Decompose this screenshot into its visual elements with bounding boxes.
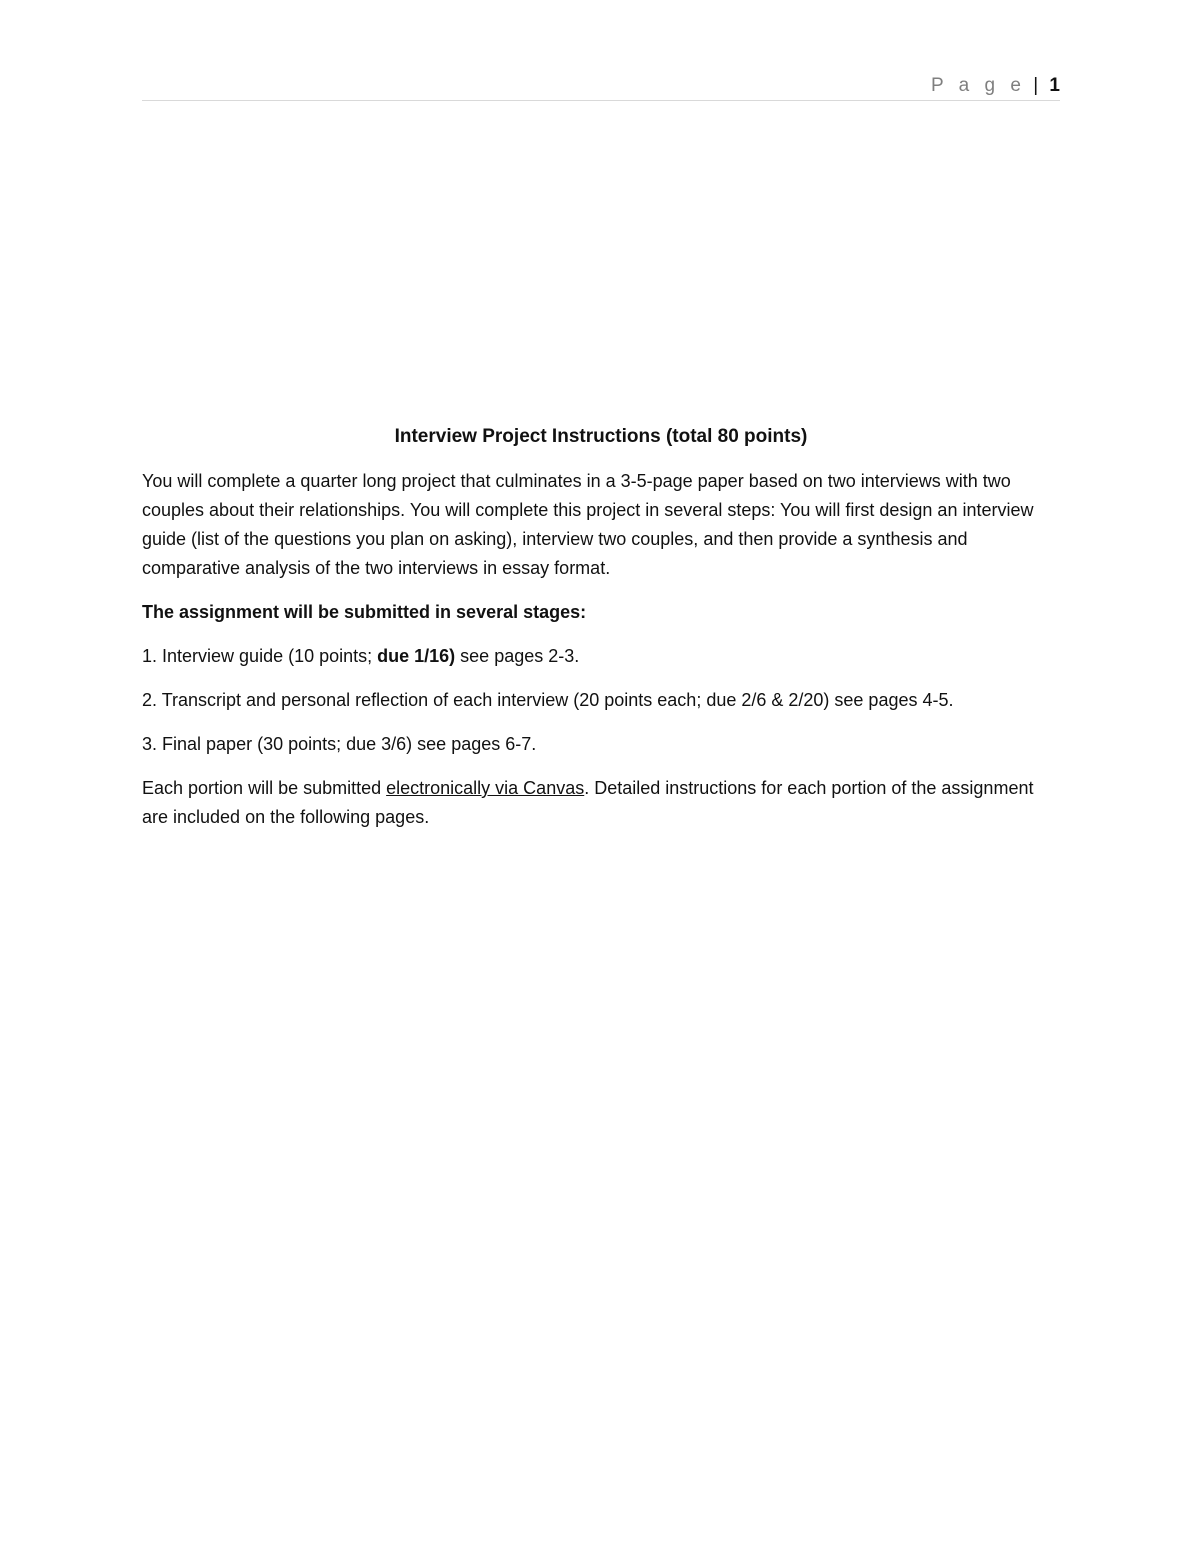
page-word: P a g e xyxy=(931,75,1026,96)
stage-text: Interview guide (10 points; xyxy=(157,646,378,666)
page-separator: | xyxy=(1033,75,1039,96)
stage-text: Transcript and personal reflection of each interview (20 points each; due 2/6 & 2/20) see pages 4-5. xyxy=(157,690,954,710)
stage-pages: see pages 2-3. xyxy=(455,646,580,666)
stage-due-date: due 1/16) xyxy=(377,646,456,666)
page-header xyxy=(142,72,1060,101)
closing-text-start: Each portion will be submitted xyxy=(142,778,387,798)
closing-text-end: . Detailed instructions for each portion of the assignment are included on the following pages. xyxy=(142,778,1034,827)
intro-paragraph: You will complete a quarter long project that culminates in a 3-5-page paper based on two interviews with two couples about their relationships. You will complete this project in several steps: You will first design an interview guide (list of the questions you plan on asking), interview two couples, and then provide a synthesis and comparative analysis of the two interviews in essay format. xyxy=(142,471,1034,578)
page-number: 1 xyxy=(1049,75,1060,96)
stage-number: 3. xyxy=(142,734,158,754)
stage-item-3 xyxy=(142,730,1060,759)
stage-number: 2. xyxy=(142,690,158,710)
closing-paragraph xyxy=(142,774,1060,832)
stage-text: Final paper (30 points; due 3/6) see pages 6-7. xyxy=(157,734,537,754)
stage-item-2 xyxy=(142,686,1060,715)
stage-item-1 xyxy=(142,642,1060,671)
document-body xyxy=(142,424,1060,847)
page-number-label xyxy=(931,75,1060,97)
stage-number: 1. xyxy=(142,646,158,666)
stages-heading: The assignment will be submitted in several stages: xyxy=(142,602,587,622)
canvas-link[interactable]: electronically via Canvas xyxy=(386,778,585,798)
document-title: Interview Project Instructions (total 80 points) xyxy=(394,426,808,447)
